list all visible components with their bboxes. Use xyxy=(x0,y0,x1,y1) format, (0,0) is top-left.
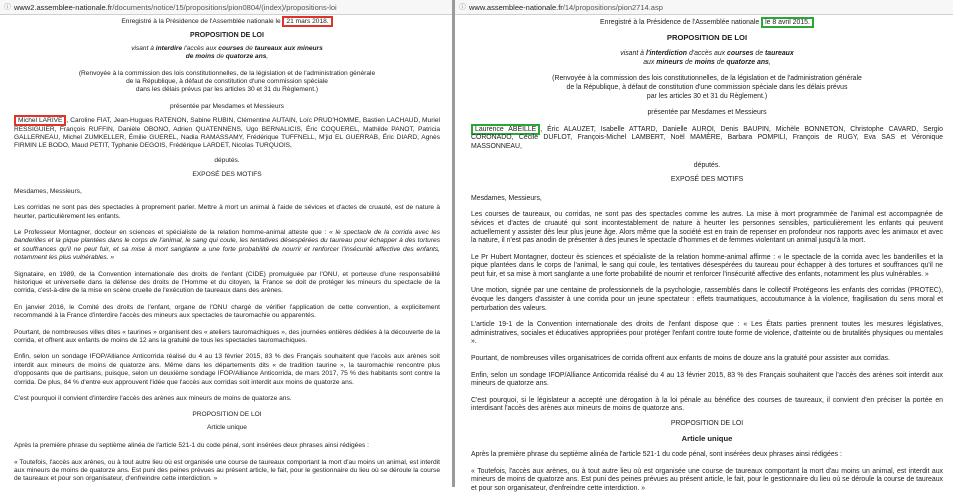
right-authors xyxy=(471,126,943,152)
left-url-host: www2.assemblee-nationale.fr xyxy=(14,2,113,12)
right-subtitle-part: mineurs xyxy=(656,58,684,66)
right-subtitle-part: de xyxy=(716,58,725,66)
left-subtitle-part: courses xyxy=(218,44,244,52)
right-paragraph-3: Une motion, signée par une centaine de professionnels de la psychologie, rassemblés dans le collectif Protégeons les enfants des corridas (PROTEC), évoque les dangers d'assister à une corrida pour un jeune spectateur : effets traumatiques, accoutumance à la violence, fragilisation du sens moral et perturbation des valeurs. xyxy=(471,287,943,312)
left-subtitle-part: taureaux aux mineurs xyxy=(254,44,323,52)
right-paragraph-9: « Toutefois, l'accès aux arènes, ou à tout autre lieu où est organisée une course de taureaux comportant la mort d'au moins un animal, est interdit aux mineurs de moins de quatorze ans. Est puni des peines prévues au présent article, le fait, pour le gestionnaire du lieu où se déroule la course de taureaux et pour son organisateur, d'enfreindre cette interdiction. » xyxy=(471,467,943,492)
right-paragraph-4: L'article 19-1 de la Convention internationale des droits de l'enfant dispose que : « Les États parties prennent toutes les mesures législatives, administratives, sociales et éducatives appropriées pour protéger l'enfant contre toute forme de violence, d'atteinte ou de brutalités physiques ou mentales ». xyxy=(471,321,943,346)
right-referral-line: (Renvoyée à la commission des lois constitutionnelles, de la législation et de l'administration générale xyxy=(552,75,862,83)
left-url-path: /documents/notice/15/propositions/pion0804/(index)/propositions-loi xyxy=(112,2,337,12)
left-subtitle xyxy=(14,45,440,62)
right-registered-date: le 8 avril 2015. xyxy=(761,17,814,28)
right-subtitle-part: moins xyxy=(694,58,715,66)
right-deputes: députés. xyxy=(693,161,721,169)
left-registered-prefix: Enregistré à la Présidence de l'Assemblée nationale le xyxy=(121,18,281,25)
right-address-bar[interactable] xyxy=(455,0,953,15)
left-subtitle-part: de xyxy=(216,53,224,61)
right-subtitle-part: de xyxy=(684,58,693,66)
right-article: Article unique xyxy=(681,433,733,443)
right-paragraph-5: Pourtant, de nombreuses villes organisatrices de corrida offrent aux enfants de moins de douze ans la gratuité pour assister aux corridas. xyxy=(471,355,890,363)
right-paragraph-1: Les courses de taureaux, ou corridas, ne sont pas des spectacles comme les autres. La mise à mort programmée de l'animal est accompagnée de sévices et d'actes de cruauté qui sont incontestablement de nature à heurter les personnes sensibles, particulièrement les enfants qui peuvent actuellement y assister dès leur plus jeune âge. Alors même que la société est en train de repenser en profondeur nos rapports avec les animaux et avec la nature, il n'est pas anodin de présenter à des jeunes le spectacle d'hommes et de femmes violentant un animal jusqu'à la mort. xyxy=(471,211,943,245)
right-presented-by: présentée par Mesdames et Messieurs xyxy=(647,109,767,117)
left-document xyxy=(0,15,452,484)
left-paragraph-9: « Toutefois, l'accès aux arènes, ou à tout autre lieu où est organisée une course de taureaux comportant la mort d'au moins un animal, est interdit aux mineurs de moins de quatorze ans. Est puni des peines prévues au présent article, le fait, pour le gestionnaire du lieu où se déroule la course de taureaux et pour son organisateur, d'enfreindre cette interdiction. » xyxy=(14,458,440,483)
right-registered-prefix: Enregistré à la Présidence de l'Assemblée nationale xyxy=(600,19,760,26)
right-other-authors: , Éric ALAUZET, Isabelle ATTARD, Danielle AUROI, Denis BAUPIN, Michèle BONNETON, Christophe CAVARD, Sergio CORONADO, Cécile DUFLOT, François-Michel LAMBERT, Noël MAMÈRE, Barbara POMPILI, François de RUGY, Eva SAS et Véronique MASSONNEAU, xyxy=(471,125,943,150)
right-paragraph-7: C'est pourquoi, si le législateur a accepté une dérogation à la loi pénale au bénéfice des courses de taureaux, il convient d'en préciser la portée en interdisant l'accès des arènes aux mineurs de moins de quatorze ans. xyxy=(471,396,943,413)
left-subtitle-part: l'accès aux xyxy=(184,44,217,52)
right-subtitle xyxy=(471,50,943,67)
left-paragraph-4: En janvier 2016, le Comité des droits de l'enfant, organe de l'ONU chargé de vérifier l'application de cette convention, a explicitement recommandé à la France d'interdire l'accès des mineurs aux spectacles de tauromachie ou apparentés. xyxy=(14,303,440,320)
left-referral xyxy=(14,70,440,95)
right-subtitle-part: aux xyxy=(643,58,655,66)
left-registered-date: 21 mars 2018. xyxy=(282,16,332,27)
left-article: Article unique xyxy=(207,423,247,431)
left-paragraph-2-quote: « le spectacle de la corrida avec les banderilles et la pique plantées dans le corps de l'animal, le sang qui coule, les tentatives désespérées du taureau pour échapper à des tortures et souffrances qu'il ne peut fuir, et sa mise à mort sanglante a une forte probabilité de nourrir et renforcer l'insécurité affective des enfants, notamment les plus vulnérables. » xyxy=(14,228,440,262)
right-subtitle-part: d'accès aux xyxy=(688,50,726,58)
right-subtitle-part: taureaux xyxy=(765,50,794,58)
left-registered-line xyxy=(14,18,440,26)
info-icon[interactable]: ⓘ xyxy=(459,4,466,11)
left-referral-line: de la République, à défaut de constitution d'une commission spéciale xyxy=(126,78,328,86)
left-deputes: députés. xyxy=(214,156,240,164)
left-paragraph-2 xyxy=(14,229,440,263)
right-paragraph-8: Après la première phrase du septième alinéa de l'article 521-1 du code pénal, sont insérées deux phrases ainsi rédigées : xyxy=(471,451,842,459)
right-registered-line xyxy=(471,19,943,28)
left-expose-heading: EXPOSÉ DES MOTIFS xyxy=(192,171,262,179)
right-paragraph-2: Le Pr Hubert Montagner, docteur ès sciences et spécialiste de la relation homme-animal affirme : « le spectacle de la corrida avec les banderilles et la pique plantées dans le corps de l'animal, le sang qui coule, les tentatives désespérées du taureau pour échapper à des tortures et souffrances qu'il ne peut fuir, et sa mise à mort sanglante a une forte probabilité de nourrir et renforcer l'insécurité affective des enfants, notamment les plus vulnérables. » xyxy=(471,253,943,278)
left-law-heading: PROPOSITION DE LOI xyxy=(192,411,262,419)
right-subtitle-part: , xyxy=(768,58,771,66)
left-subtitle-part: visant à xyxy=(131,44,154,52)
right-referral-line: par les articles 30 et 31 du Règlement.) xyxy=(646,92,768,100)
right-subtitle-part: de xyxy=(755,50,764,58)
left-browser-window xyxy=(0,0,452,487)
left-subtitle-part: quatorze ans xyxy=(225,53,267,61)
right-subtitle-part: visant à xyxy=(620,50,645,58)
left-referral-line: dans les délais prévus par les articles 30 et 31 du Règlement.) xyxy=(135,86,319,94)
right-expose-heading: EXPOSÉ DES MOTIFS xyxy=(670,176,744,184)
right-url-host: www.assemblee-nationale.fr xyxy=(469,2,563,12)
left-subtitle-part: de moins xyxy=(185,53,215,61)
left-heading: PROPOSITION DE LOI xyxy=(190,32,264,40)
left-subtitle-part: , xyxy=(266,53,269,61)
right-first-author: Laurence ABEILLE xyxy=(471,124,540,135)
right-paragraph-6: Enfin, selon un sondage IFOP/Alliance Anticorrida réalisé du 4 au 13 février 2015, 83 % des Français souhaitent que l'accès des arènes soit interdit aux mineurs de quatorze ans. xyxy=(471,371,943,388)
left-paragraph-2-lead: Le Professeur Montagner, docteur en sciences et spécialiste de la relation homme-animal atteste que : xyxy=(14,228,327,236)
right-browser-window xyxy=(455,0,953,492)
left-authors xyxy=(14,117,440,151)
right-heading: PROPOSITION DE LOI xyxy=(666,32,748,42)
right-salutation: Mesdames, Messieurs, xyxy=(471,194,542,202)
left-paragraph-1: Les corridas ne sont pas des spectacles à proprement parler. Mettre à mort un animal à l'aide de sévices et d'actes de cruauté, est de nature à heurter, particulièrement les enfants. xyxy=(14,204,440,220)
left-paragraph-8: Après la première phrase du septième alinéa de l'article 521-1 du code pénal, sont insérées deux phrases ainsi rédigées : xyxy=(14,442,369,450)
left-referral-line: (Renvoyée à la commission des lois constitutionnelles, de la législation et de l'administration générale xyxy=(78,69,376,77)
right-referral xyxy=(471,75,943,101)
info-icon[interactable]: ⓘ xyxy=(4,4,11,11)
right-url-path: /14/propositions/pion2714.asp xyxy=(562,2,663,12)
left-paragraph-5: Pourtant, de nombreuses villes dites « taurines » organisent des « ateliers tauromachiques », des journées entières dédiées à la découverte de la corrida, et offrent aux enfants de moins de 12 ans la gratuité de tous les spectacles tauromachiques. xyxy=(14,328,440,344)
right-document xyxy=(455,15,953,494)
left-paragraph-3: Signataire, en 1989, de la Convention internationale des droits de l'enfant (CIDE) promulguée par l'ONU, et porteuse d'une responsabilité historique et universelle dans la défense des droits de l'Homme et du citoyen, la France se doit de protéger les mineurs du spectacle de la corrida, c'est-à-dire de la mise en scène cruelle de l'exécution de taureaux dans des arènes. xyxy=(14,270,440,295)
right-referral-line: de la République, à défaut de constitution d'une commission spéciale dans les délais prévus xyxy=(566,83,848,91)
left-other-authors: , Caroline FIAT, Jean-Hugues RATENON, Sabine RUBIN, Clémentine AUTAIN, Loïc PRUD'HOMME, Bastien LACHAUD, Muriel RESSIGUIER, François RUFFIN, Danièle OBONO, Adrien QUATENNENS, Ugo BERNALICIS, Éric COQUEREL, Mathilde PANOT, Patricia GALLERNEAU, Michel ZUMKELLER, Émilie GUEREL, Nadia RAMASSAMY, Frédérique TUFFNELL, M'jid EL GUERRAB, Éric DIARD, Agnès FIRMIN LE BODO, Maud PETIT, Typhanie DEGOIS, Frédérique LARDET, Nicolas TURQUOIS, xyxy=(14,117,440,150)
left-subtitle-part: interdire xyxy=(155,44,183,52)
left-address-bar[interactable] xyxy=(0,0,452,15)
left-presented-by: présentée par Mesdames et Messieurs xyxy=(170,102,284,110)
right-law-heading: PROPOSITION DE LOI xyxy=(670,420,744,427)
right-subtitle-part: courses xyxy=(727,50,754,58)
left-salutation: Mesdames, Messieurs, xyxy=(14,187,82,195)
left-subtitle-part: de xyxy=(245,44,253,52)
right-subtitle-part: l'interdiction xyxy=(645,50,688,58)
left-paragraph-6: Enfin, selon un sondage IFOP/Alliance Anticorrida réalisé du 4 au 13 février 2015, 83 % des Français souhaitent que l'accès aux arènes soit interdit aux mineurs de moins de quatorze ans. Même dans les départements dits « de tradition taurine », la tauromachie rencontre plus d'opposants que de partisans, puisque, selon un deuxième sondage IFOP/Alliance Anticorrida, de mars 2017, 75 % des habitants sont contre la corrida. De plus, 84 % d'entre eux approuvent l'idée que l'accès aux corridas soit interdit aux moins de quatorze ans. xyxy=(14,353,440,386)
left-first-author: Michel LARIVE xyxy=(14,115,66,126)
right-subtitle-part: quatorze ans xyxy=(726,58,769,66)
left-paragraph-7: C'est pourquoi il convient d'interdire l'accès des arènes aux mineurs de moins de quatorze ans. xyxy=(14,395,292,402)
